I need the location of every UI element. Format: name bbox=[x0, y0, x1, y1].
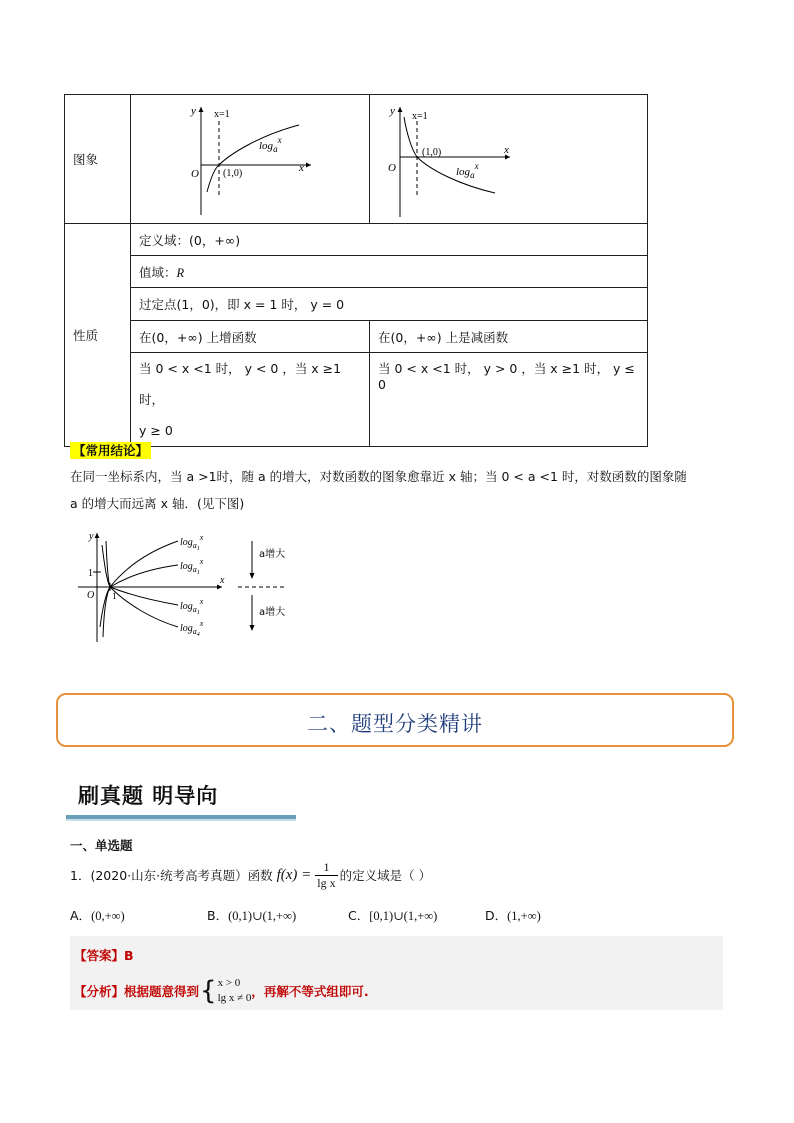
answer-label: 【答案】B bbox=[74, 948, 134, 963]
origin-label: O bbox=[388, 162, 396, 174]
log-family-graph bbox=[70, 527, 300, 647]
analysis: 【分析】根据题意得到 { x > 0 lg x ≠ 0 ，再解不等式组即可. bbox=[74, 976, 369, 1006]
point-label: (1,0) bbox=[223, 168, 243, 179]
decreasing-sign-cell: 当 0 < x <1 时， y > 0 ，当 x ≥1 时， y ≤ 0 bbox=[370, 353, 648, 447]
y-axis-label: y bbox=[390, 105, 395, 117]
answer-box bbox=[70, 936, 723, 1010]
point-label: (1,0) bbox=[422, 147, 442, 158]
y-axis-label: y bbox=[191, 105, 196, 117]
x-axis-label: x bbox=[504, 144, 509, 156]
curve-label-3: $\log_{a1}^x$ bbox=[180, 597, 204, 616]
curve-label: $\log_a^x$ bbox=[456, 161, 479, 180]
y-axis-label: y bbox=[89, 531, 94, 542]
inequality-system: x > 0 lg x ≠ 0 bbox=[217, 977, 252, 1004]
conclusion-text: 在同一坐标系内，当 a >1时，随 a 的增大，对数函数的图象愈靠近 x 轴；当 0 < a <1 时，对数函数的图象随 a 的增大而远离 x 轴．(见下图) bbox=[70, 469, 687, 511]
subsection-title: 一、单选题 bbox=[70, 838, 133, 853]
graph-decreasing-cell bbox=[370, 95, 648, 224]
option-b[interactable]: B．(0,1)∪(1,+∞) bbox=[207, 908, 297, 923]
fixed-point-cell: 过定点(1，0)，即 x = 1 时， y = 0 bbox=[131, 288, 648, 321]
arrow-label-bottom: a增大 bbox=[259, 607, 286, 618]
range-cell: 值域：R bbox=[131, 256, 648, 288]
graph-increasing bbox=[131, 95, 369, 220]
option-d[interactable]: D．(1,+∞) bbox=[485, 908, 541, 923]
curve-label-2: $\log_{a1}^x$ bbox=[180, 557, 204, 576]
log-properties-table bbox=[64, 94, 648, 447]
conclusion-tag: 【常用结论】 bbox=[70, 440, 151, 459]
option-a[interactable]: A．(0,+∞) bbox=[70, 908, 125, 923]
option-c[interactable]: C．[0,1)∪(1,+∞) bbox=[348, 908, 438, 923]
curve-label: $\log_a^x$ bbox=[259, 135, 282, 154]
unit-y-label: 1 bbox=[88, 568, 93, 579]
asymptote-label: x=1 bbox=[214, 109, 230, 120]
increasing-sign-cell: 当 0 < x <1 时， y < 0 ，当 x ≥1 时， y ≥ 0 bbox=[131, 353, 370, 447]
section-banner bbox=[56, 693, 734, 747]
graph-increasing-cell bbox=[131, 95, 370, 224]
props-row-label: 性质 bbox=[65, 224, 131, 447]
title-underline-shadow bbox=[66, 819, 296, 821]
x-axis-label: x bbox=[299, 162, 304, 174]
unit-x-label: 1 bbox=[112, 591, 117, 601]
origin-label: O bbox=[191, 168, 199, 180]
graph-decreasing bbox=[370, 95, 647, 220]
banner-title: 二、题型分类精讲 bbox=[307, 712, 483, 736]
decreasing-cell: 在(0，+∞) 上是减函数 bbox=[370, 321, 648, 353]
asymptote-label: x=1 bbox=[412, 111, 428, 122]
arrow-label-top: a增大 bbox=[259, 549, 286, 560]
origin-label: O bbox=[87, 590, 95, 601]
question-1: 1．(2020·山东·统考高考真题）函数 f(x) = $\frac{1}{\text{lg x}}$ 的定义域是（ ） bbox=[70, 859, 432, 890]
increasing-cell: 在(0，+∞) 上增函数 bbox=[131, 321, 370, 353]
curve-label-4: $\log_{a4}^x$ bbox=[180, 619, 204, 638]
section-title: 刷真题 明导向 bbox=[78, 784, 219, 808]
graph-row-label: 图象 bbox=[65, 95, 131, 224]
domain-cell: 定义域：(0，+∞) bbox=[131, 224, 648, 256]
curve-label-1: $\log_{a1}^x$ bbox=[180, 533, 204, 552]
x-axis-label: x bbox=[220, 575, 225, 586]
fraction: $\frac{1}{\text{lg x}}$ bbox=[317, 859, 336, 890]
brace-icon: { bbox=[200, 976, 217, 1006]
